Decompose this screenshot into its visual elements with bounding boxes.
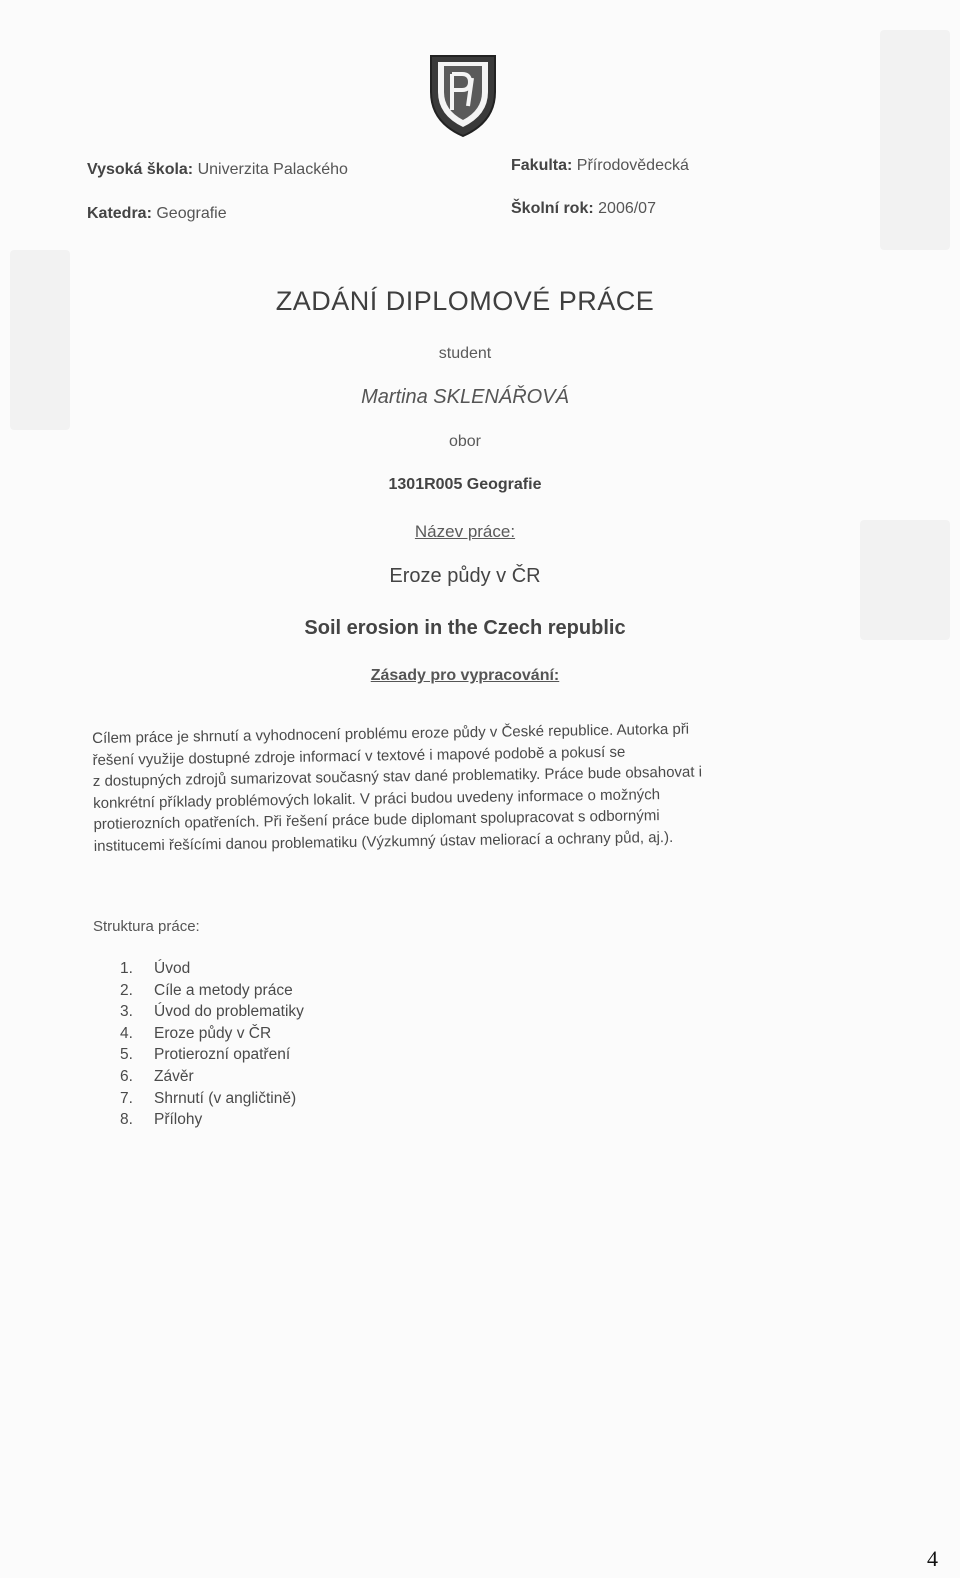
school-label: Vysoká škola: [87, 161, 194, 178]
faculty-line [511, 157, 689, 175]
year-value: 2006/07 [598, 200, 656, 217]
guidelines-paragraph [92, 716, 854, 857]
list-item-number: 1. [120, 960, 133, 977]
list-item-text: Přílohy [154, 1111, 203, 1129]
document-title: ZADÁNÍ DIPLOMOVÉ PRÁCE [275, 286, 655, 316]
list-item-text: Protierozní opatření [154, 1046, 291, 1064]
list-item [120, 980, 304, 1002]
page-number: 4 [927, 1546, 938, 1571]
faculty-value: Přírodovědecká [576, 157, 689, 174]
list-item-number: 5. [120, 1046, 133, 1064]
thesis-title-en: Soil erosion in the Czech republic [304, 617, 626, 639]
faculty-label: Fakulta: [511, 157, 573, 174]
school-value: Univerzita Palackého [197, 161, 348, 178]
list-item-text: Shrnutí (v angličtině) [154, 1089, 297, 1107]
scan-artifact [880, 30, 950, 250]
guidelines-line: institucemi řešícími danou problematiku (Výzkumný ústav meliorací a ochrany půd, aj.). [93, 828, 674, 855]
department-label: Katedra: [87, 205, 152, 222]
guidelines-line: protierozních opatřeních. Při řešení práce bude diplomant spolupracovat s odbornými [93, 807, 660, 833]
list-item-text: Eroze půdy v ČR [154, 1024, 272, 1042]
structure-label: Struktura práce: [93, 918, 200, 935]
list-item [120, 1001, 304, 1023]
thesis-title-label: Název práce: [414, 522, 516, 541]
guidelines-line: z dostupných zdrojů sumarizovat současný stav dané problematiky. Práce bude obsahovat i [92, 763, 703, 790]
year-line [511, 200, 656, 218]
list-item [120, 1044, 304, 1066]
structure-list [120, 958, 304, 1131]
list-item-text: Závěr [154, 1067, 194, 1085]
year-label: Školní rok: [511, 200, 594, 217]
student-name: Martina SKLENÁŘOVÁ [361, 386, 569, 408]
list-item-number: 4. [120, 1024, 133, 1042]
guidelines-label: Zásady pro vypracování: [370, 667, 560, 684]
guidelines-line: Cílem práce je shrnutí a vyhodnocení problému eroze půdy v České republice. Autorka při [92, 720, 690, 747]
guidelines-line: konkrétní příklady problémových lokalit. V práci budou uvedeny informace o možných [93, 785, 661, 812]
student-label: student [438, 345, 492, 362]
list-item-number: 3. [120, 1003, 133, 1021]
department-line [87, 205, 227, 223]
list-item [120, 958, 304, 980]
guidelines-line: řešení využije dostupné zdroje informací v textové i mapové podobě a pokusí se [92, 743, 626, 769]
list-item-number: 7. [120, 1089, 133, 1107]
school-line [87, 161, 348, 179]
list-item [120, 1109, 304, 1131]
list-item [120, 1023, 304, 1045]
field-label: obor [448, 433, 482, 450]
list-item-text: Úvod do problematiky [154, 1003, 304, 1021]
list-item-number: 8. [120, 1111, 133, 1129]
list-item [120, 1088, 304, 1110]
thesis-title-cz: Eroze půdy v ČR [389, 565, 541, 587]
list-item-number: 2. [120, 981, 133, 999]
list-item-text: Úvod [154, 960, 191, 977]
list-item-number: 6. [120, 1067, 133, 1085]
list-item-text: Cíle a metody práce [154, 981, 293, 999]
list-item [120, 1066, 304, 1088]
field-value: 1301R005 Geografie [388, 476, 542, 493]
department-value: Geografie [156, 205, 227, 222]
university-shield-logo-icon [428, 52, 498, 138]
